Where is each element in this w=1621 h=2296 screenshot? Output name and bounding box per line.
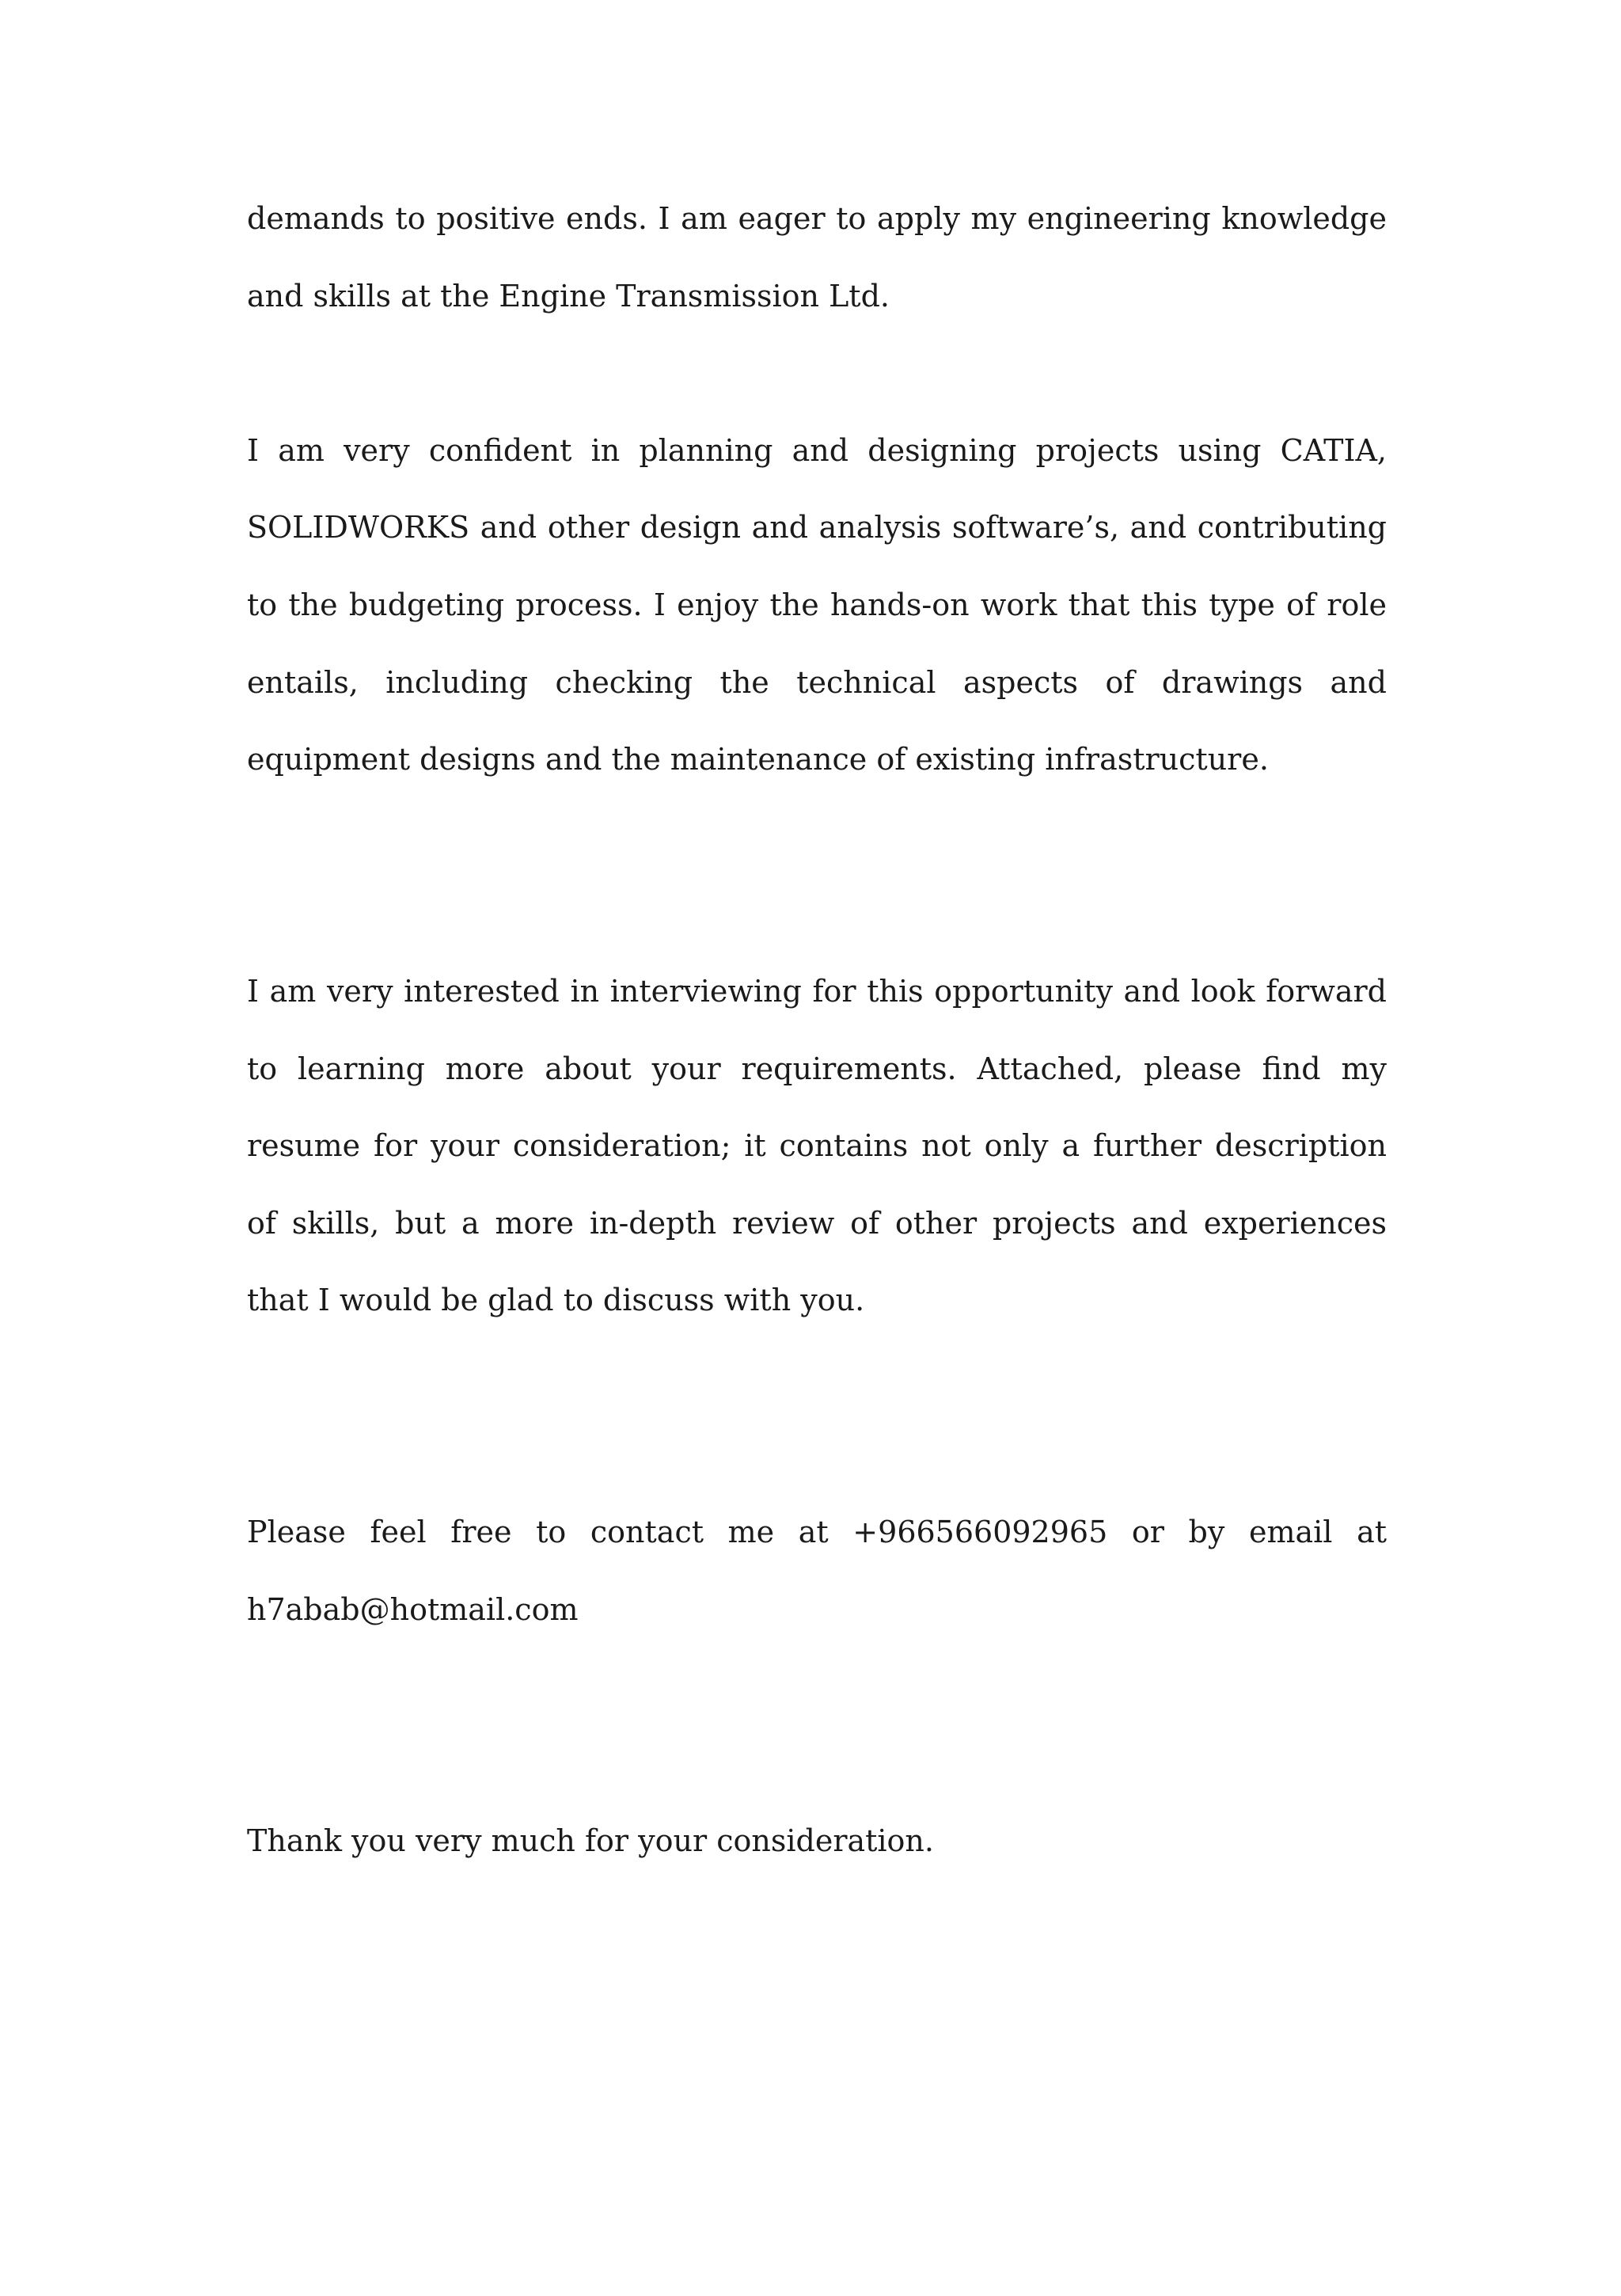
paragraph-contact-info: Please feel free to contact me at +966566092965 or by email at h7abab@hotmail.com [247,1515,1387,1627]
paragraph-interview-interest: I am very interested in interviewing for this opportunity and look forward to learning more about your requirements. Attached, please find my resume for your consideration; it contains not only a further description of skills, but a more in-depth review of other projects and experiences that I would be glad to discuss with you. [247,973,1387,1318]
paragraph-eager-to-apply: demands to positive ends. I am eager to apply my engineering knowledge and skills at the Engine Transmission Ltd. [247,201,1387,314]
letter-body [247,181,1387,1880]
paragraph-closing-thanks: Thank you very much for your consideration. [247,1823,934,1859]
paragraph-software-skills: I am very confident in planning and designing projects using CATIA, SOLIDWORKS and other design and analysis software’s, and contributing to the budgeting process. I enjoy the hands-on work that this type of role entails, including checking the technical aspects of drawings and equipment designs and the maintenance of existing infrastructure. [247,432,1387,777]
